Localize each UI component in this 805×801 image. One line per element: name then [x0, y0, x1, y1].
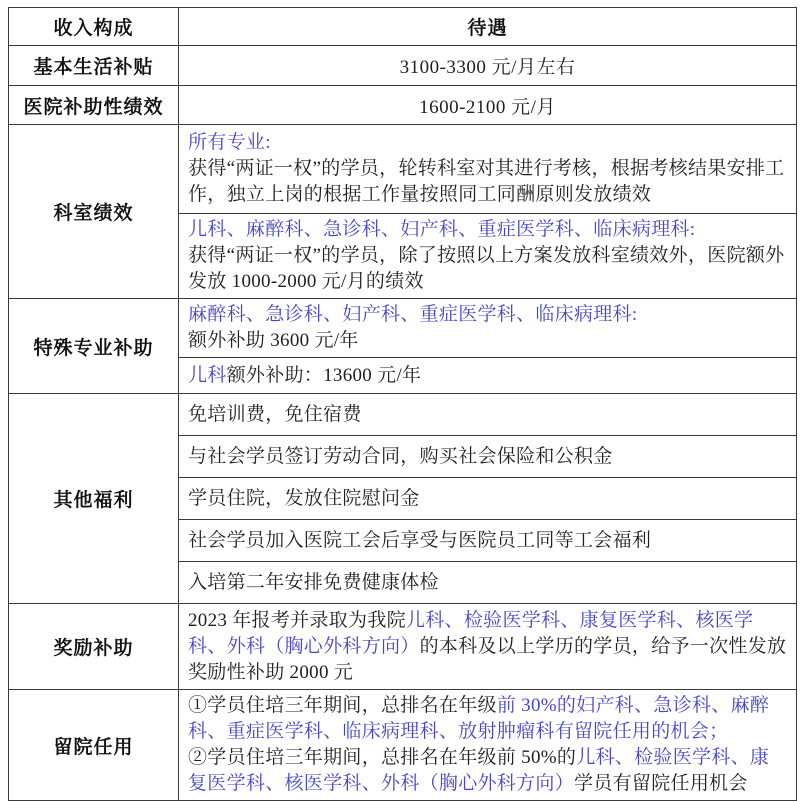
- text-segment: 学员有留院任用机会: [574, 773, 748, 794]
- cell-other-benefit-3: 学员住院，发放住院慰问金: [179, 478, 797, 520]
- table-row: [9, 690, 797, 801]
- text-paragraph: [188, 693, 787, 745]
- text-paragraph: [188, 217, 787, 243]
- cell-dept-performance-all-majors: [179, 125, 797, 214]
- text-paragraph: [188, 243, 787, 295]
- highlighted-text-segment: 麻醉科、急诊科、妇产科、重症医学科、临床病理科:: [188, 304, 638, 325]
- table-row: [9, 86, 797, 125]
- cell-dept-performance-special-majors: [179, 214, 797, 299]
- table-row: [9, 299, 797, 358]
- header-benefits: 待遇: [179, 8, 797, 46]
- text-segment: 的本科及以上学历的学员，给予一次性发放奖励性补助 2000 元: [188, 635, 787, 683]
- row-label-reward-subsidy: 奖励补助: [9, 604, 179, 690]
- text-paragraph: [188, 363, 787, 389]
- cell-special-major-subsidy-pediatrics: [179, 358, 797, 394]
- table-row: [9, 604, 797, 690]
- text-segment: ①学员住培三年期间，总排名在年级: [188, 695, 497, 716]
- header-income-composition: 收入构成: [9, 8, 179, 46]
- highlighted-text-segment: 所有专业:: [188, 132, 271, 153]
- text-paragraph: [188, 156, 787, 208]
- cell-basic-living-value: 3100-3300 元/月左右: [179, 46, 797, 86]
- row-label-special-major-subsidy: 特殊专业补助: [9, 299, 179, 394]
- text-segment: 额外补助 3600 元/年: [188, 330, 359, 351]
- cell-special-major-subsidy-1: [179, 299, 797, 358]
- income-benefits-table: [8, 7, 797, 801]
- highlighted-text-segment: 儿科: [188, 364, 227, 386]
- cell-other-benefit-4: 社会学员加入医院工会后享受与医院员工同等工会福利: [179, 520, 797, 562]
- table-row: [9, 46, 797, 86]
- table-header-row: [9, 8, 797, 46]
- cell-hospital-performance-value: 1600-2100 元/月: [179, 86, 797, 125]
- text-segment: 获得“两证一权”的学员，轮转科室对其进行考核，根据考核结果安排工作，独立上岗的根据工作量按照同工同酬原则发放绩效: [188, 158, 785, 205]
- text-segment: 获得“两证一权”的学员，除了按照以上方案发放科室绩效外，医院额外发放 1000-2000 元/月的绩效: [188, 245, 785, 292]
- cell-reward-subsidy: [179, 604, 797, 690]
- highlighted-text-segment: 前 30%的妇产科、急诊科、麻醉科、重症医学科、临床病理科、放射肿瘤科有留院任用的机会；: [188, 695, 770, 742]
- text-paragraph: [188, 745, 787, 797]
- text-segment: 额外补助：13600 元/年: [226, 364, 422, 386]
- row-label-other-benefits: 其他福利: [9, 394, 179, 604]
- highlighted-text-segment: 儿科、检验医学科、康复医学科、核医学科、外科（胸心外科方向）: [188, 609, 754, 657]
- text-paragraph: [188, 130, 787, 156]
- cell-hospital-retention: [179, 690, 797, 801]
- highlighted-text-segment: 儿科、麻醉科、急诊科、妇产科、重症医学科、临床病理科:: [188, 219, 696, 240]
- text-paragraph: [188, 302, 787, 328]
- highlighted-text-segment: 儿科、检验医学科、康复医学科、核医学科、外科（胸心外科方向）: [188, 747, 770, 794]
- text-segment: 2023 年报考并录取为我院: [188, 609, 406, 631]
- row-label-department-performance: 科室绩效: [9, 125, 179, 299]
- table-row: [9, 125, 797, 214]
- cell-other-benefit-1: 免培训费，免住宿费: [179, 394, 797, 436]
- text-paragraph: [188, 608, 787, 686]
- row-label-hospital-retention: 留院任用: [9, 690, 179, 801]
- text-paragraph: [188, 328, 787, 354]
- cell-other-benefit-5: 入培第二年安排免费健康体检: [179, 562, 797, 604]
- row-label-basic-living-subsidy: 基本生活补贴: [9, 46, 179, 86]
- row-label-hospital-subsidy-performance: 医院补助性绩效: [9, 86, 179, 125]
- cell-other-benefit-2: 与社会学员签订劳动合同，购买社会保险和公积金: [179, 436, 797, 478]
- table-row: [9, 394, 797, 436]
- text-segment: ②学员住培三年期间，总排名在年级前 50%的: [188, 747, 577, 768]
